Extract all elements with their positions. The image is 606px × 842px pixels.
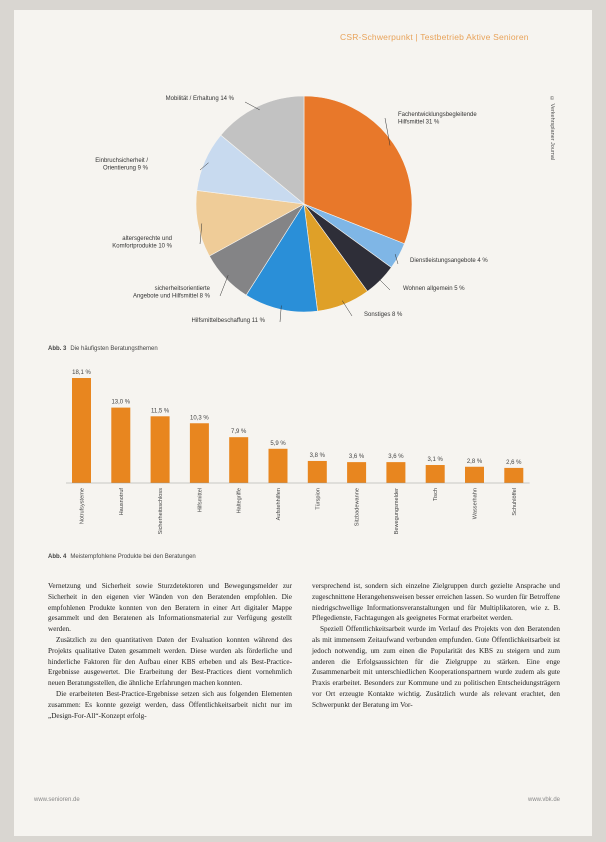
- bar-value-label: 3,6 %: [388, 454, 404, 461]
- figure-3-caption: [48, 346, 158, 352]
- bar-chart: [0, 355, 606, 555]
- bar: [386, 462, 405, 483]
- paragraph: Zusätzlich zu den quantitativen Daten der Evaluation konnten während des Projekts qualitative Daten gesammelt werden. Diese wurden als förderliche und hinderliche Faktoren für den Aufbau einer KBS erheben und als Best-Practice-Ergebnisse ausgewertet. Die Erarbeitung der Best-Practices dient vornehmlich neuen Beratungsstellen, die ähnliche Erfahrungen machen konnten.: [48, 635, 292, 688]
- bar: [111, 408, 130, 483]
- bar-value-label: 10,3 %: [190, 415, 209, 422]
- bar-value-label: 3,1 %: [427, 457, 443, 464]
- bar: [465, 467, 484, 483]
- pie-slice-label: Einbruchsicherheit / Orientierung 9 %: [95, 158, 148, 172]
- paragraph: versprechend ist, sondern sich einzelne Zielgruppen durch gezielte Ansprache und zugeschnittene Herangehensweisen besser erreichen lassen. So wurden für Betroffene niedrigschwellige Informationsveranstaltungen und für Multiplikatoren, wie z. B. Pflegedienste, Fachtagungen als geeignetes Format erarbeitet werden.: [312, 582, 560, 623]
- pie-slice-label: Sonstiges 8 %: [364, 312, 403, 318]
- text-column-right: [312, 581, 560, 711]
- bar-category-label: Türspion: [315, 488, 322, 510]
- text-column-left: [48, 581, 292, 721]
- bar-value-label: 3,8 %: [309, 452, 325, 459]
- footer-left: www.senioren.de: [34, 797, 80, 803]
- figure-3-caption-text: Die häufigsten Beratungsthemen: [70, 346, 158, 352]
- bar: [347, 462, 366, 483]
- bar-value-label: 2,8 %: [466, 458, 483, 465]
- bar-value-label: 13,0 %: [111, 399, 131, 406]
- pie-slice-label: Dienstleistungsangebote 4 %: [410, 258, 488, 264]
- bar-value-label: 3,6 %: [348, 454, 365, 461]
- bar-category-label: Wasserhahn: [472, 488, 479, 520]
- paragraph: Speziell Öffentlichkeitsarbeit wurde im Verlauf des Projekts von den Beratenden als mit immensem Zeitaufwand verbunden empfunden. Gute Öffentlichkeitsarbeit ist jedoch notwendig, um zum einen die Popularität des KBS zu steigern und zum anderen die Erfolgsaussichten für die Zielgruppe zu stärken. Eine enge Zusammenarbeit mit unterschiedlichen Kooperationspartnern wurde zudem als gute Praxis erarbeitet. Besonders zur Kommune und zu politischen Entscheidungsträgern vor Ort erzeugte Kontakte wichtig. Zusätzlich wurde als relevant erachtet, den Schwerpunkt der Beratung im Vor-: [312, 625, 560, 709]
- bar-value-label: 7,9 %: [231, 429, 247, 436]
- bar: [308, 461, 327, 483]
- pie-leader-line: [378, 278, 390, 290]
- bar-value-label: 5,9 %: [270, 440, 286, 447]
- figure-4-label: Abb. 4: [48, 554, 67, 560]
- pie-slice-label: sicherheitsorientierte Angebote und Hilfsmittel 8 %: [132, 286, 210, 300]
- pie-slice-label: Wohnen allgemein 5 %: [403, 286, 465, 292]
- bar-value-label: 18,1 %: [72, 370, 91, 377]
- pie-slice-label: Mobilität / Erhaltung 14 %: [165, 96, 234, 102]
- paragraph: Vernetzung und Sicherheit sowie Sturzdetektoren und Bewegungsmelder zur Sicherheit in den eigenen vier Wänden von den Beratenden empfohlen. Die empfohlenen Produkte konnten von den Beratern in einer Art digitaler Mappe gesammelt und den Beratenen als Informationsmaterial zur Verfügung gestellt werden.: [48, 582, 292, 634]
- bar-category-label: Haltegriffe: [236, 488, 243, 514]
- bar: [504, 468, 523, 483]
- figure-3-label: Abb. 3: [48, 346, 67, 352]
- pie-slice-label: altersgerechte und Komfortprodukte 10 %: [112, 236, 172, 250]
- bar-category-label: Schuhlöffel: [511, 488, 518, 516]
- paragraph: Die erarbeiteten Best-Practice-Ergebnisse setzen sich aus folgenden Elementen zusammen: Es konnte gezeigt werden, dass Öffentlichkeitsarbeit nicht nur im „Design-For-All“-Konzept erfolg-: [48, 689, 292, 720]
- pie-slice-label: Hilfsmittelbeschaffung 11 %: [191, 318, 265, 324]
- bar: [229, 437, 248, 483]
- pie-slice-label: Fachentwicklungsbegleitende Hilfsmittel 31 %: [398, 112, 477, 126]
- bar-category-label: Notrufsysteme: [79, 488, 86, 525]
- bar-category-label: Sitzbadewanne: [354, 488, 361, 527]
- bar-category-label: Hilfsmittel: [197, 488, 204, 513]
- footer-right: www.vbk.de: [528, 797, 561, 803]
- running-header: CSR-Schwerpunkt | Testbetrieb Aktive Senioren: [340, 32, 529, 42]
- bar: [72, 378, 91, 483]
- bar-category-label: Aufstehhilfen: [276, 488, 282, 521]
- pie-leader-line: [220, 275, 228, 296]
- bar-category-label: Bewegungsmelder: [393, 488, 400, 535]
- pie-leader-line: [245, 102, 260, 110]
- bar: [190, 423, 209, 483]
- bar-value-label: 2,6 %: [506, 459, 522, 466]
- bar: [426, 465, 445, 483]
- bar-category-label: Sicherheitsschloss: [158, 488, 165, 535]
- figure-4-caption-text: Meistempfohlene Produkte bei den Beratungen: [70, 554, 196, 560]
- side-credit: © Verkehrsplaner Journal: [549, 96, 555, 161]
- bar-value-label: 11,5 %: [150, 408, 170, 415]
- bar: [269, 449, 288, 483]
- figure-4-caption: [48, 554, 196, 560]
- bar: [151, 416, 170, 483]
- pie-chart: [0, 0, 606, 345]
- bar-category-label: Tisch: [433, 488, 440, 502]
- bar-category-label: Hausnotruf: [118, 488, 125, 516]
